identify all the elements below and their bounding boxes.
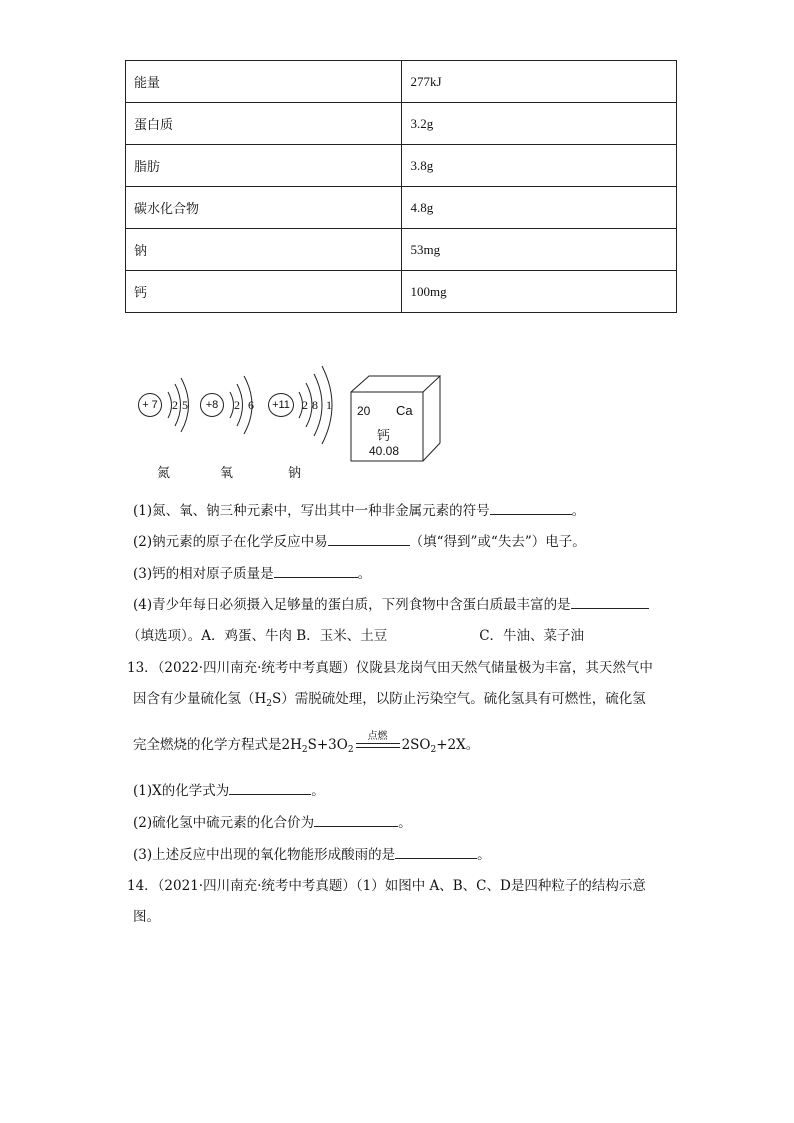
answer-blank[interactable] xyxy=(274,577,358,578)
q13-intro-line1: 13．（2022·四川南充·统考中考真题）仪陇县龙岗气田天然气储量极为丰富，其天然气中 xyxy=(127,660,653,676)
nucleus: + 7 xyxy=(138,393,162,417)
q13-intro-line2: 因含有少量硫化氢$(H_2S)$需脱硫处理，以防止污染空气。硫化氢具有可燃性，硫化氢 xyxy=(133,691,646,709)
q14-line1: 14．（2021·四川南充·统考中考真题）（1）如图中 A、B、C、D是四种粒子的结构示意 xyxy=(127,878,646,894)
nutrient-name: 脂肪 xyxy=(126,145,402,187)
nutrient-value: 277kJ xyxy=(402,61,677,103)
nutrient-name: 蛋白质 xyxy=(126,103,402,145)
shell-count: 2 xyxy=(234,398,240,412)
shell-count: 5 xyxy=(182,398,188,412)
nutrient-name: 碳水化合物 xyxy=(126,187,402,229)
table-row xyxy=(126,145,677,187)
table-row xyxy=(126,187,677,229)
element-name: 钙 xyxy=(377,429,391,444)
nucleus: +11 xyxy=(268,393,294,417)
nutrient-name: 能量 xyxy=(126,61,402,103)
answer-blank[interactable] xyxy=(314,826,398,827)
answer-blank[interactable] xyxy=(571,608,649,609)
nutrient-name: 钙 xyxy=(126,271,402,313)
q13-part3: (3)上述反应中出现的氧化物能形成酸雨的是 。 xyxy=(133,847,491,863)
q12-part2: (2)钠元素的原子在化学反应中易 （填“得到”或“失去”）电子。 xyxy=(133,534,586,550)
electron-shell-arcs xyxy=(138,370,198,440)
electron-shell-arcs xyxy=(200,370,265,440)
nutrient-value: 100mg xyxy=(402,271,677,313)
q13-equation-line: 完全燃烧的化学方程式是$2H_2S+3O_2$ 点燃 $2SO_2+2X$。 xyxy=(133,733,479,755)
shell-count: 8 xyxy=(312,398,318,412)
nutrition-table xyxy=(125,60,677,313)
atom-oxygen xyxy=(200,370,265,440)
nutrient-value: 3.8g xyxy=(402,145,677,187)
q12-part1: (1)氮、氧、钠三种元素中，写出其中一种非金属元素的符号 。 xyxy=(133,503,586,519)
atom-nitrogen xyxy=(138,370,198,440)
reaction-condition-arrow xyxy=(354,730,402,753)
q12-part4: (4)青少年每日必须摄入足够量的蛋白质，下列食物中含蛋白质最丰富的是 xyxy=(133,593,649,613)
atomic-number: 20 xyxy=(357,404,371,418)
table-row xyxy=(126,229,677,271)
table-row xyxy=(126,61,677,103)
atom-sodium xyxy=(268,362,346,448)
q13-part2: (2)硫化氢中硫元素的化合价为 。 xyxy=(133,815,412,831)
answer-blank[interactable] xyxy=(395,858,477,859)
q12-part3: (3)钙的相对原子质量是 。 xyxy=(133,566,372,582)
shell-count: 1 xyxy=(326,398,332,412)
reaction-condition: 点燃 xyxy=(367,730,388,742)
nutrient-name: 钠 xyxy=(126,229,402,271)
atomic-mass: 40.08 xyxy=(369,444,400,458)
q13-part1: (1)X的化学式为 。 xyxy=(133,783,325,799)
answer-blank[interactable] xyxy=(229,794,311,795)
q14-line2: 图。 xyxy=(133,909,160,925)
shell-count: 2 xyxy=(302,398,308,412)
element-label-nitrogen: 氮 xyxy=(157,466,171,481)
shell-count: 6 xyxy=(248,398,254,412)
table-row xyxy=(126,103,677,145)
answer-blank[interactable] xyxy=(490,514,572,515)
element-label-oxygen: 氧 xyxy=(220,466,234,481)
shell-count: 2 xyxy=(172,398,178,412)
element-card-calcium xyxy=(350,375,442,463)
table-row xyxy=(126,271,677,313)
nutrient-value: 4.8g xyxy=(402,187,677,229)
element-symbol: Ca xyxy=(396,403,413,418)
answer-blank[interactable] xyxy=(328,545,410,546)
element-label-sodium: 钠 xyxy=(288,466,302,481)
q12-part4-options: （填选项）。A．鸡蛋、牛肉 B．玉米、土豆 C．牛油、菜子油 xyxy=(127,628,585,644)
nucleus: +8 xyxy=(200,393,224,417)
nutrient-value: 53mg xyxy=(402,229,677,271)
nutrient-value: 3.2g xyxy=(402,103,677,145)
